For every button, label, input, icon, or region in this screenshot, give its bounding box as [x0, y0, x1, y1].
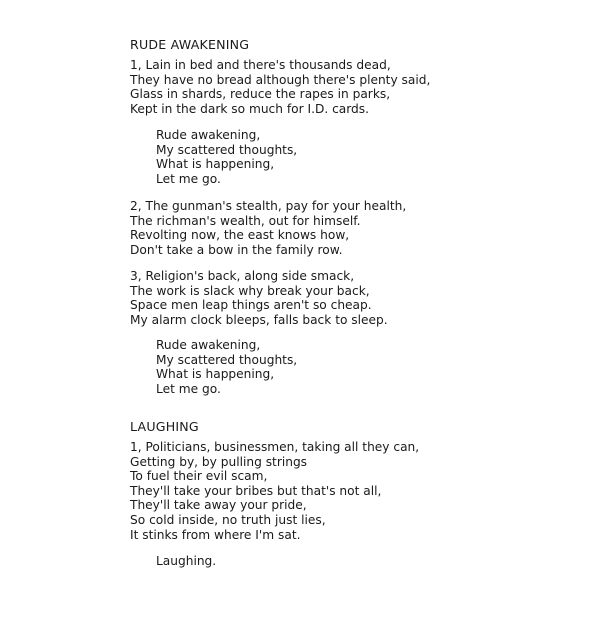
lyric-line: The richman's wealth, out for himself.: [130, 213, 361, 228]
lyric-line: Let me go.: [156, 381, 221, 396]
lyric-line: 1, Politicians, businessmen, taking all they can,: [130, 440, 420, 454]
rude-awakening-verse-3: [130, 269, 388, 327]
lyric-line: My scattered thoughts,: [156, 352, 298, 367]
lyric-line: Rude awakening,: [156, 338, 261, 352]
lyric-line: Laughing.: [156, 554, 217, 568]
lyric-line: What is happening,: [156, 157, 275, 172]
lyric-line: 3, Religion's back, along side smack,: [130, 269, 355, 283]
song-title-rude-awakening: RUDE AWAKENING: [130, 37, 250, 52]
lyric-line: They'll take your bribes but that's not all,: [130, 483, 382, 498]
rude-awakening-chorus-1: [156, 128, 297, 186]
lyric-line: The work is slack why break your back,: [130, 283, 370, 298]
lyric-line: 2, The gunman's stealth, pay for your health,: [130, 199, 407, 213]
rude-awakening-verse-1: [130, 58, 430, 116]
laughing-verse-1: [130, 440, 419, 542]
laughing-chorus-1: [156, 554, 216, 569]
rude-awakening-verse-2: [130, 199, 406, 257]
lyric-line: Kept in the dark so much for I.D. cards.: [130, 101, 370, 116]
lyric-line: Rude awakening,: [156, 128, 261, 142]
song-title-laughing: LAUGHING: [130, 419, 199, 434]
lyric-line: Don't take a bow in the family row.: [130, 242, 343, 257]
lyric-line: Space men leap things aren't so cheap.: [130, 298, 372, 313]
lyric-line: My scattered thoughts,: [156, 142, 298, 157]
lyric-line: To fuel their evil scam,: [130, 469, 268, 484]
lyric-line: My alarm clock bleeps, falls back to sleep.: [130, 312, 388, 327]
lyric-line: Let me go.: [156, 171, 221, 186]
lyric-line: 1, Lain in bed and there's thousands dead,: [130, 58, 391, 72]
lyric-line: What is happening,: [156, 367, 275, 382]
lyric-line: It stinks from where I'm sat.: [130, 527, 301, 542]
lyric-line: They'll take away your pride,: [130, 498, 307, 513]
lyric-line: Revolting now, the east knows how,: [130, 228, 350, 243]
lyric-line: Getting by, by pulling strings: [130, 454, 308, 469]
lyric-line: They have no bread although there's plenty said,: [130, 72, 431, 87]
rude-awakening-chorus-2: [156, 338, 297, 396]
lyric-line: So cold inside, no truth just lies,: [130, 512, 326, 527]
lyric-line: Glass in shards, reduce the rapes in parks,: [130, 87, 391, 102]
